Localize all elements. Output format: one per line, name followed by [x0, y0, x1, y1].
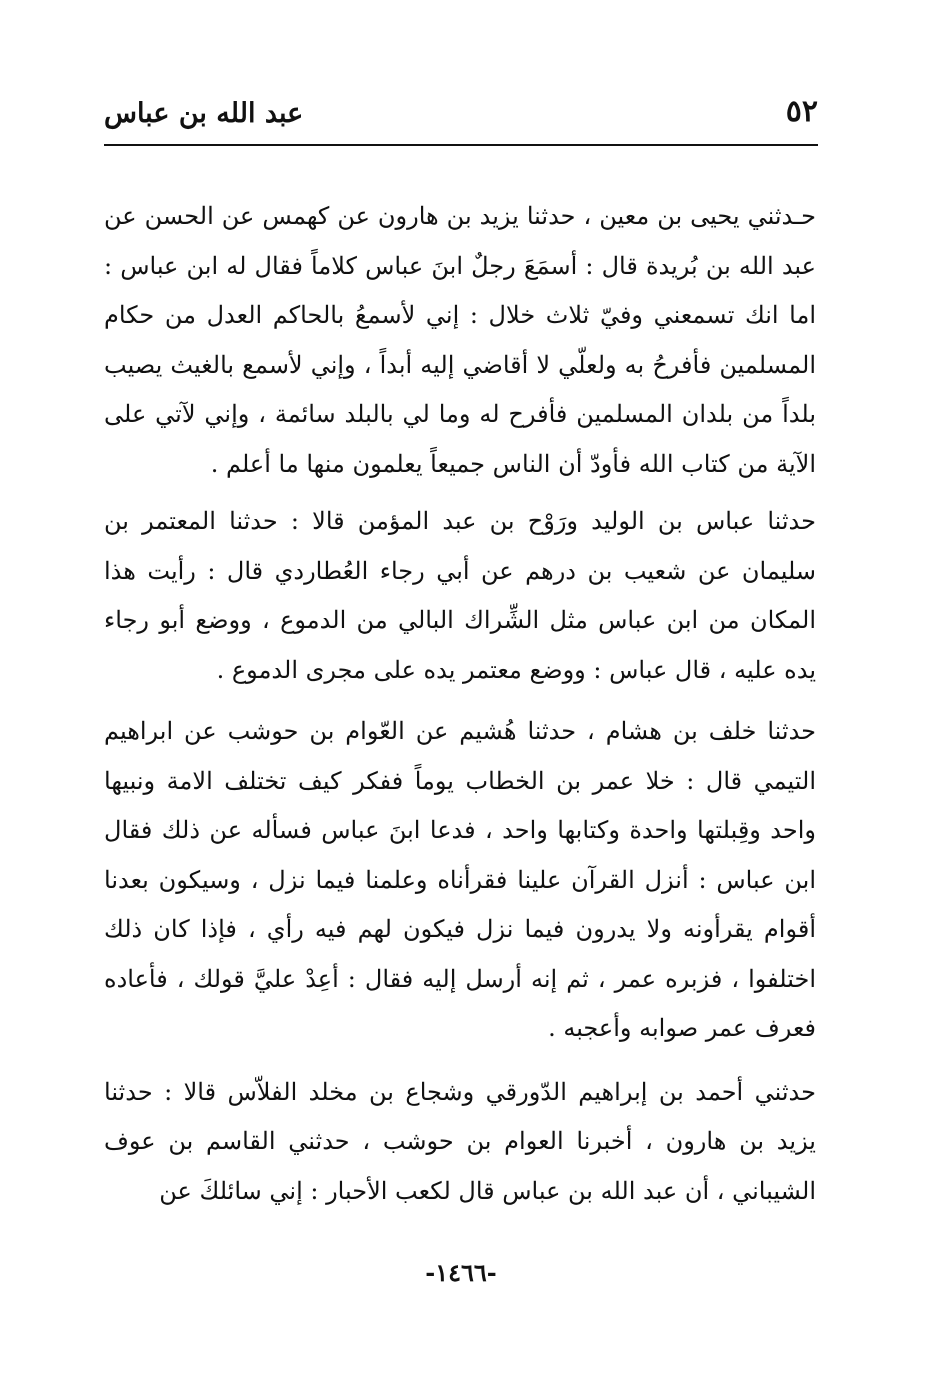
footer-page-marker: -١٤٦٦- — [425, 1258, 497, 1287]
header-divider — [104, 144, 818, 146]
page-header — [104, 92, 818, 144]
paragraph-3: حدثنا خلف بن هشام ، حدثنا هُشيم عن العّوام بن حوشب عن ابراهيم التيمي قال : خلا عمر بن الخطاب يوماً ففكر كيف تختلف الامة ونبيها واحد وقِبلتها واحدة وكتابها واحد ، فدعا ابنَ عباس فسأله عن ذلك فقال ابن عباس : أنزل القرآن علينا فقرأناه وعلمنا فيما نزل ، وسيكون بعدنا أقوام يقرأونه ولا يدرون فيما نزل فيكون لهم فيه رأي ، فإذا كان ذلك اختلفوا ، فزبره عمر ، ثم إنه أرسل إليه فقال : أعِدْ عليَّ قولك ، فأعاده فعرف عمر صوابه وأعجبه . — [104, 717, 816, 1042]
paragraph-1: حـدثني يحيى بن معين ، حدثنا يزيد بن هارون عن كهمس عن الحسن عن عبد الله بن بُريدة قال : أسمَعَ رجلٌ ابنَ عباس كلاماً فقال له ابن عباس : اما انك تسمعني وفيّ ثلاث خلال : إني لأسمعُ بالحاكم العدل من حكام المسلمين فأفرحُ به ولعلّي لا أقاضي إليه أبداً ، وإني لأسمع بالغيث يصيب بلداً من بلدان المسلمين فأفرح له وما لي بالبلد سائمة ، وإني لآتي على الآية من كتاب الله فأودّ أن الناس جميعاً يعلمون منها ما أعلم . — [104, 202, 816, 478]
paragraph-4: حدثني أحمد بن إبراهيم الدّورقي وشجاع بن مخلد الفلاّس قالا : حدثنا يزيد بن هارون ، أخبرنا العوام بن حوشب ، حدثني القاسم بن عوف الشيباني ، أن عبد الله بن عباس قال لكعب الأحبار : إني سائلكَ عن — [104, 1077, 816, 1205]
body-text — [104, 192, 816, 1216]
header-page-number: ٥٢ — [785, 94, 818, 129]
running-title: عبد الله بن عباس — [104, 98, 304, 129]
paragraph-2: حدثنا عباس بن الوليد ورَوْح بن عبد المؤمن قالا : حدثنا المعتمر بن سليمان عن شعيب بن درهم عن أبي رجاء العُطاردي قال : رأيت هذا المكان من ابن عباس مثل الشِّراك البالي من الدموع ، ووضع أبو رجاء يده عليه ، قال عباس : ووضع معتمر يده على مجرى الدموع . — [104, 507, 816, 684]
